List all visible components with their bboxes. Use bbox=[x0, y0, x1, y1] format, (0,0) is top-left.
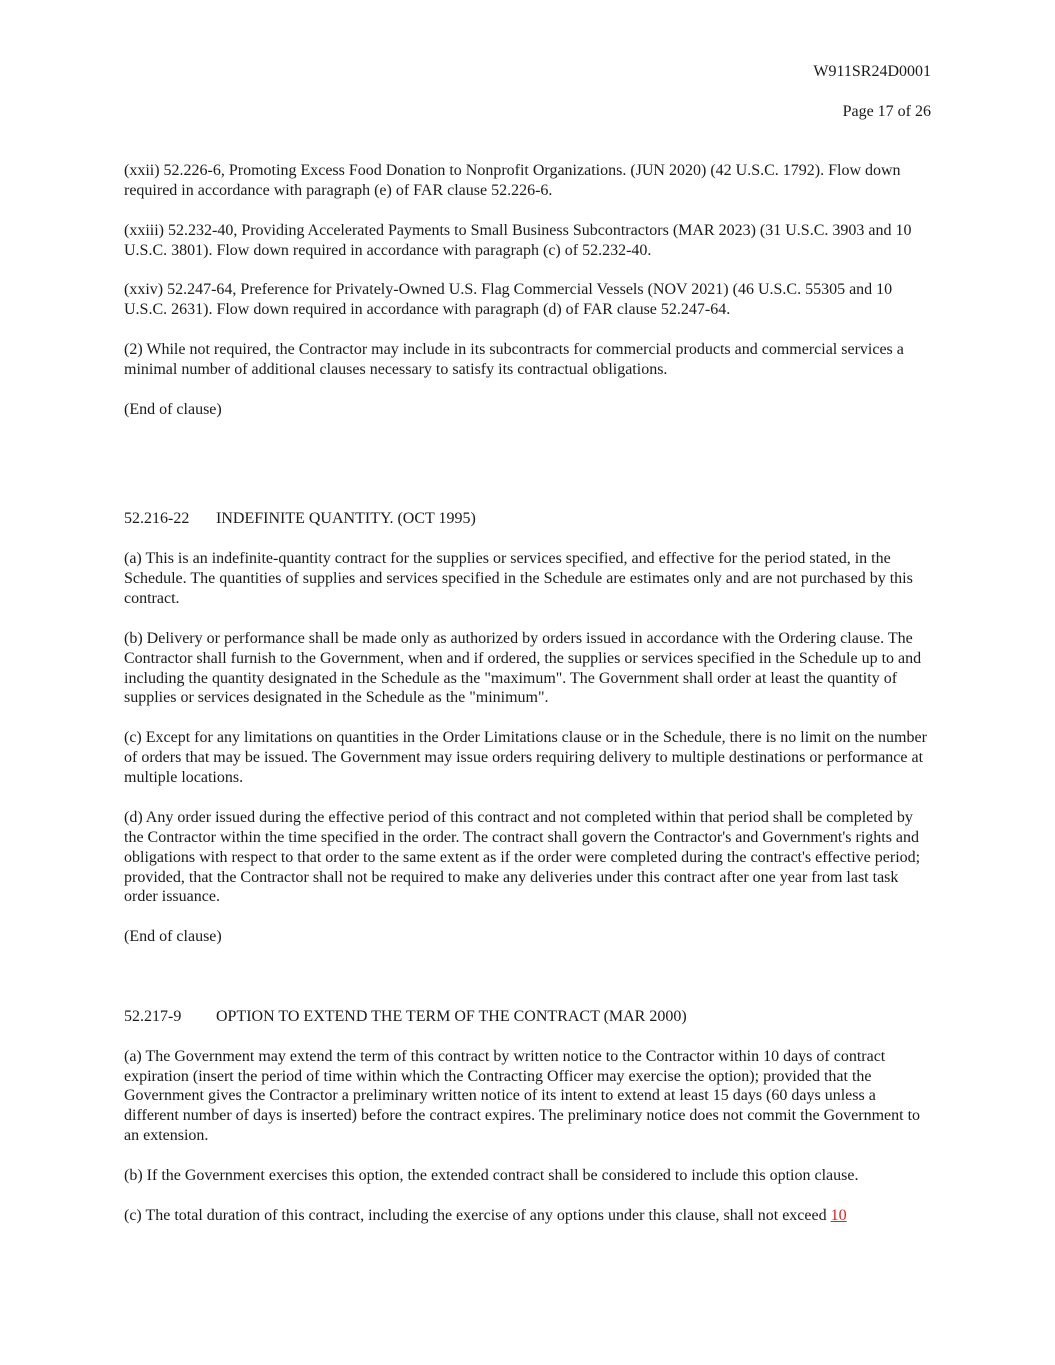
clause-paragraph-b: (b) Delivery or performance shall be made only as authorized by orders issued in accordance with the Ordering clause. The Contractor shall furnish to the Government, when and if ordered, the supplies or services specified in the Schedule up to and including the quantity designated in the Schedule as the "maximum". The Government shall order at least the quantity of supplies or services designated in the Schedule as the "minimum". bbox=[124, 629, 922, 707]
end-of-clause: (End of clause) bbox=[124, 928, 222, 946]
page-number: Page 17 of 26 bbox=[842, 103, 931, 120]
clause-paragraph-d: (d) Any order issued during the effective period of this contract and not completed within that period shall be completed by the Contractor within the time specified in the order. The contract shall govern the Contractor's and Government's rights and obligations with respect to that order to the same extent as if the order were completed during the contract's effective period; provided, that the Contractor shall not be required to make any deliveries under this contract after one year from last task order issuance. bbox=[124, 808, 921, 906]
contract-number: W911SR24D0001 bbox=[813, 63, 931, 80]
clause-title: INDEFINITE QUANTITY. (OCT 1995) bbox=[216, 510, 476, 528]
clause-paragraph-a: (a) The Government may extend the term of this contract by written notice to the Contractor within 10 days of contract expiration (insert the period of time within which the Contracting Officer may exercise the option); provided that the Government gives the Contractor a preliminary written notice of its intent to extend at least 15 days (60 days unless a different number of days is inserted) before the contract expires. The preliminary notice does not commit the Government to an extension. bbox=[124, 1047, 921, 1145]
clause-heading-indefinite-quantity bbox=[124, 509, 932, 529]
paragraph-xxiii: (xxiii) 52.232-40, Providing Accelerated Payments to Small Business Subcontractors (MAR 2023) (31 U.S.C. 3903 and 10 U.S.C. 3801). Flow down required in accordance with paragraph (c) of 52.232-40. bbox=[124, 221, 912, 259]
clause-paragraph-b: (b) If the Government exercises this option, the extended contract shall be considered to include this option clause. bbox=[124, 1167, 859, 1185]
clause-title: OPTION TO EXTEND THE TERM OF THE CONTRACT (MAR 2000) bbox=[216, 1007, 687, 1025]
clause-paragraph-c bbox=[124, 1206, 932, 1226]
clause-number: 52.217-9 bbox=[124, 1007, 182, 1025]
clause-paragraph-c-text: (c) The total duration of this contract, including the exercise of any options under this clause, shall not exceed bbox=[124, 1206, 831, 1224]
clause-number: 52.216-22 bbox=[124, 510, 190, 528]
paragraph-xxiv: (xxiv) 52.247-64, Preference for Privately-Owned U.S. Flag Commercial Vessels (NOV 2021) (46 U.S.C. 55305 and 10 U.S.C. 2631). Flow down required in accordance with paragraph (d) of FAR clause 52.247-64. bbox=[124, 281, 893, 319]
clause-heading-option-to-extend bbox=[124, 1007, 932, 1027]
fill-in-value-link[interactable]: 10 bbox=[830, 1206, 847, 1224]
paragraph-2: (2) While not required, the Contractor may include in its subcontracts for commercial products and commercial services a minimal number of additional clauses necessary to satisfy its contractual obligations. bbox=[124, 341, 904, 379]
clause-paragraph-c: (c) Except for any limitations on quantities in the Order Limitations clause or in the Schedule, there is no limit on the number of orders that may be issued. The Government may issue orders requiring delivery to multiple destinations or performance at multiple locations. bbox=[124, 729, 927, 787]
document-body bbox=[124, 161, 932, 1226]
paragraph-xxii: (xxii) 52.226-6, Promoting Excess Food Donation to Nonprofit Organizations. (JUN 2020) (42 U.S.C. 1792). Flow down required in accordance with paragraph (e) of FAR clause 52.226-6. bbox=[124, 162, 901, 199]
clause-paragraph-a: (a) This is an indefinite-quantity contract for the supplies or services specified, and effective for the period stated, in the Schedule. The quantities of supplies and services specified in the Schedule are estimates only and are not purchased by this contract. bbox=[124, 550, 913, 607]
end-of-clause: (End of clause) bbox=[124, 400, 222, 418]
